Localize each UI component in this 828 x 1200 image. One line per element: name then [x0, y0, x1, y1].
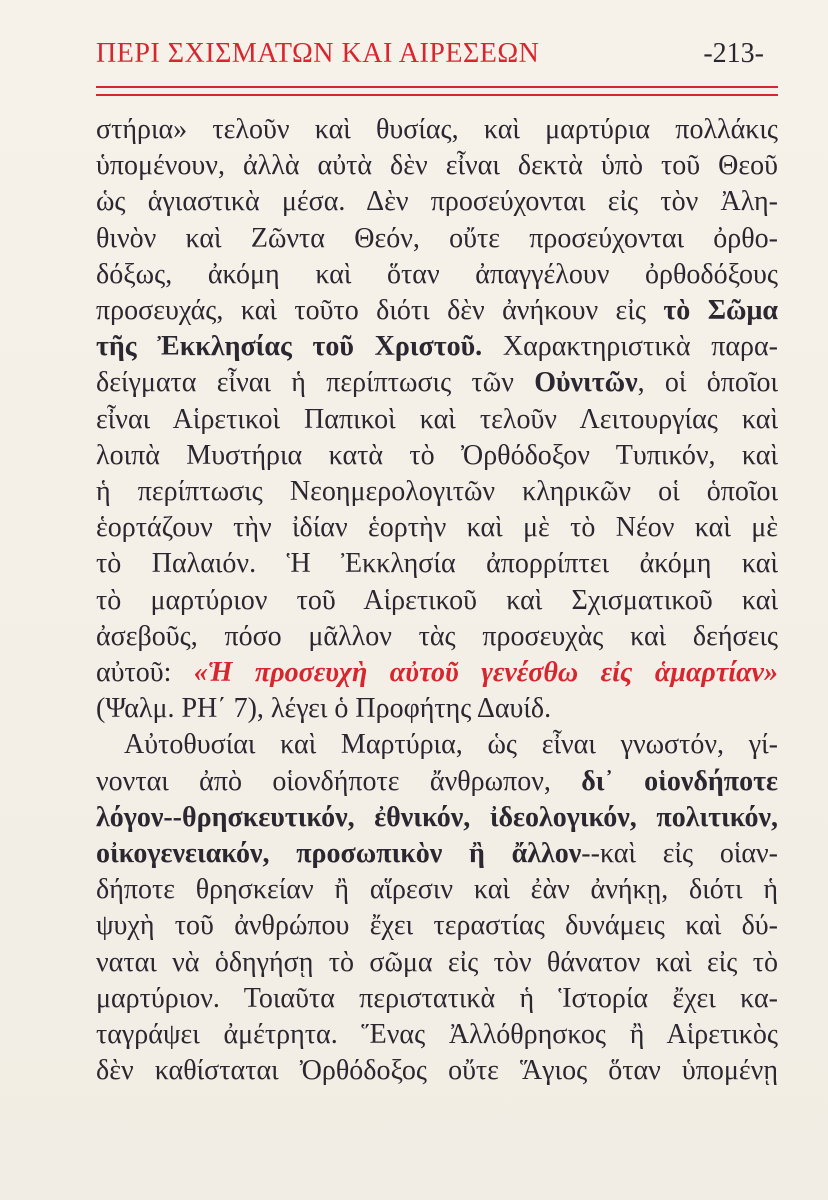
- text-line: [96, 402, 778, 438]
- text-line: [96, 691, 778, 727]
- text-segment: εἶναι Αἱρετικοὶ Παπικοὶ καὶ τελοῦν Λειτουργίας καὶ: [96, 403, 778, 435]
- text-line: [96, 221, 778, 257]
- text-line: [96, 112, 778, 148]
- text-segment: νονται ἀπὸ οἱονδήποτε ἄνθρωπον,: [96, 765, 582, 797]
- text-line: [96, 800, 778, 836]
- text-line: [96, 257, 778, 293]
- text-line: [96, 438, 778, 474]
- text-segment: ναται νὰ ὁδηγήσῃ τὸ σῶμα εἰς τὸν θάνατον καὶ εἰς τὸ: [96, 946, 778, 978]
- quotation-segment: «Ἡ προσευχὴ αὐτοῦ γενέσθω εἰς ἁμαρτίαν»: [193, 657, 778, 689]
- bold-text-segment: Οὐνιτῶν: [534, 367, 638, 399]
- bold-text-segment: οἰκογενειακόν, προσωπικὸν ἢ ἄλλον: [96, 838, 582, 870]
- text-segment: μαρτύριον. Τοιαῦτα περιστατικὰ ἡ Ἱστορία ἔχει κα-: [96, 982, 778, 1014]
- text-segment: ἡ περίπτωσις Νεοημερολογιτῶν κληρικῶν οἱ ὁποῖοι: [96, 476, 778, 508]
- text-segment: Αὐτοθυσίαι καὶ Μαρτύρια, ὡς εἶναι γνωστόν, γί-: [124, 729, 778, 761]
- text-segment: δόξως, ἀκόμη καὶ ὅταν ἀπαγγέλουν ὀρθοδόξους: [96, 258, 778, 290]
- text-segment: ὑπομένουν, ἀλλὰ αὐτὰ δὲν εἶναι δεκτὰ ὑπὸ τοῦ Θεοῦ: [96, 150, 778, 182]
- text-segment: θινὸν καὶ Ζῶντα Θεόν, οὔτε προσεύχονται ὀρθο-: [96, 222, 778, 254]
- text-segment: δήποτε θρησκείαν ἢ αἵρεσιν καὶ ἐὰν ἀνήκῃ, διότι ἡ: [96, 874, 778, 906]
- bold-text-segment: δι᾿ οἱονδήποτε: [581, 765, 779, 797]
- text-segment: δείγματα εἶναι ἡ περίπτωσις τῶν: [96, 367, 535, 399]
- running-header: [96, 38, 786, 82]
- header-rule-top: [96, 86, 778, 88]
- text-line: [96, 184, 778, 220]
- text-line: [96, 908, 778, 944]
- text-segment: αὐτοῦ:: [96, 657, 194, 689]
- text-line: [96, 293, 778, 329]
- text-segment: --καὶ εἰς οἱαν-: [581, 838, 779, 870]
- text-segment: στήρια» τελοῦν καὶ θυσίας, καὶ μαρτύρια πολλάκις: [96, 114, 778, 145]
- text-line: [96, 474, 778, 510]
- bold-text-segment: τὸ Σῶμα: [663, 295, 778, 327]
- text-segment: ἀσεβοῦς, πόσο μᾶλλον τὰς προσευχὰς καὶ δεήσεις: [96, 620, 778, 652]
- text-segment: τὸ Παλαιόν. Ἡ Ἐκκλησία ἀπορρίπτει ἀκόμη καὶ: [96, 548, 778, 580]
- text-line: [96, 727, 778, 763]
- text-line: [96, 655, 778, 691]
- text-line: [96, 872, 778, 908]
- bold-text-segment: τῆς Ἐκκλησίας τοῦ Χριστοῦ.: [96, 331, 483, 363]
- chapter-title: ΠΕΡΙ ΣΧΙΣΜΑΤΩΝ ΚΑΙ ΑΙΡΕΣΕΩΝ: [96, 38, 540, 69]
- text-line: [96, 365, 778, 401]
- text-segment: προσευχάς, καὶ τοῦτο διότι δὲν ἀνήκουν εἰς: [96, 295, 664, 327]
- text-segment: λοιπὰ Μυστήρια κατὰ τὸ Ὀρθόδοξον Τυπικόν, καὶ: [96, 439, 778, 471]
- text-segment: Χαρακτηριστικὰ παρα-: [482, 331, 778, 363]
- text-line: [96, 981, 778, 1017]
- text-line: [96, 546, 778, 582]
- text-segment: ἑορτάζουν τὴν ἰδίαν ἑορτὴν καὶ μὲ τὸ Νέον καὶ μὲ: [96, 512, 778, 544]
- text-line: [96, 329, 778, 365]
- text-line: [96, 510, 778, 546]
- body-text: [96, 112, 778, 1089]
- text-segment: (Ψαλμ. ΡΗ΄ 7), λέγει ὁ Προφήτης Δαυίδ.: [96, 693, 552, 725]
- bold-text-segment: λόγον--θρησκευτικόν, ἐθνικόν, ἰδεολογικόν, πολιτικόν,: [96, 801, 778, 833]
- text-line: [96, 619, 778, 655]
- text-segment: δὲν καθίσταται Ὀρθόδοξος οὔτε Ἅγιος ὅταν ὑπομένῃ: [96, 1055, 778, 1087]
- header-rule-bottom: [96, 94, 778, 96]
- text-segment: ὡς ἁγιαστικὰ μέσα. Δὲν προσεύχονται εἰς τὸν Ἀλη-: [96, 186, 778, 218]
- text-line: [96, 945, 778, 981]
- text-line: [96, 1017, 778, 1053]
- text-line: [96, 764, 778, 800]
- text-segment: , οἱ ὁποῖοι: [637, 367, 778, 399]
- page-number: -213-: [703, 38, 764, 69]
- text-line: [96, 836, 778, 872]
- text-line: [96, 1053, 778, 1089]
- text-line: [96, 583, 778, 619]
- text-line: [96, 148, 778, 184]
- text-segment: τὸ μαρτύριον τοῦ Αἱρετικοῦ καὶ Σχισματικοῦ καὶ: [96, 584, 778, 616]
- text-segment: ταγράψει ἀμέτρητα. Ἕνας Ἀλλόθρησκος ἢ Αἱρετικὸς: [96, 1019, 778, 1051]
- text-segment: ψυχὴ τοῦ ἀνθρώπου ἔχει τεραστίας δυνάμεις καὶ δύ-: [96, 910, 778, 942]
